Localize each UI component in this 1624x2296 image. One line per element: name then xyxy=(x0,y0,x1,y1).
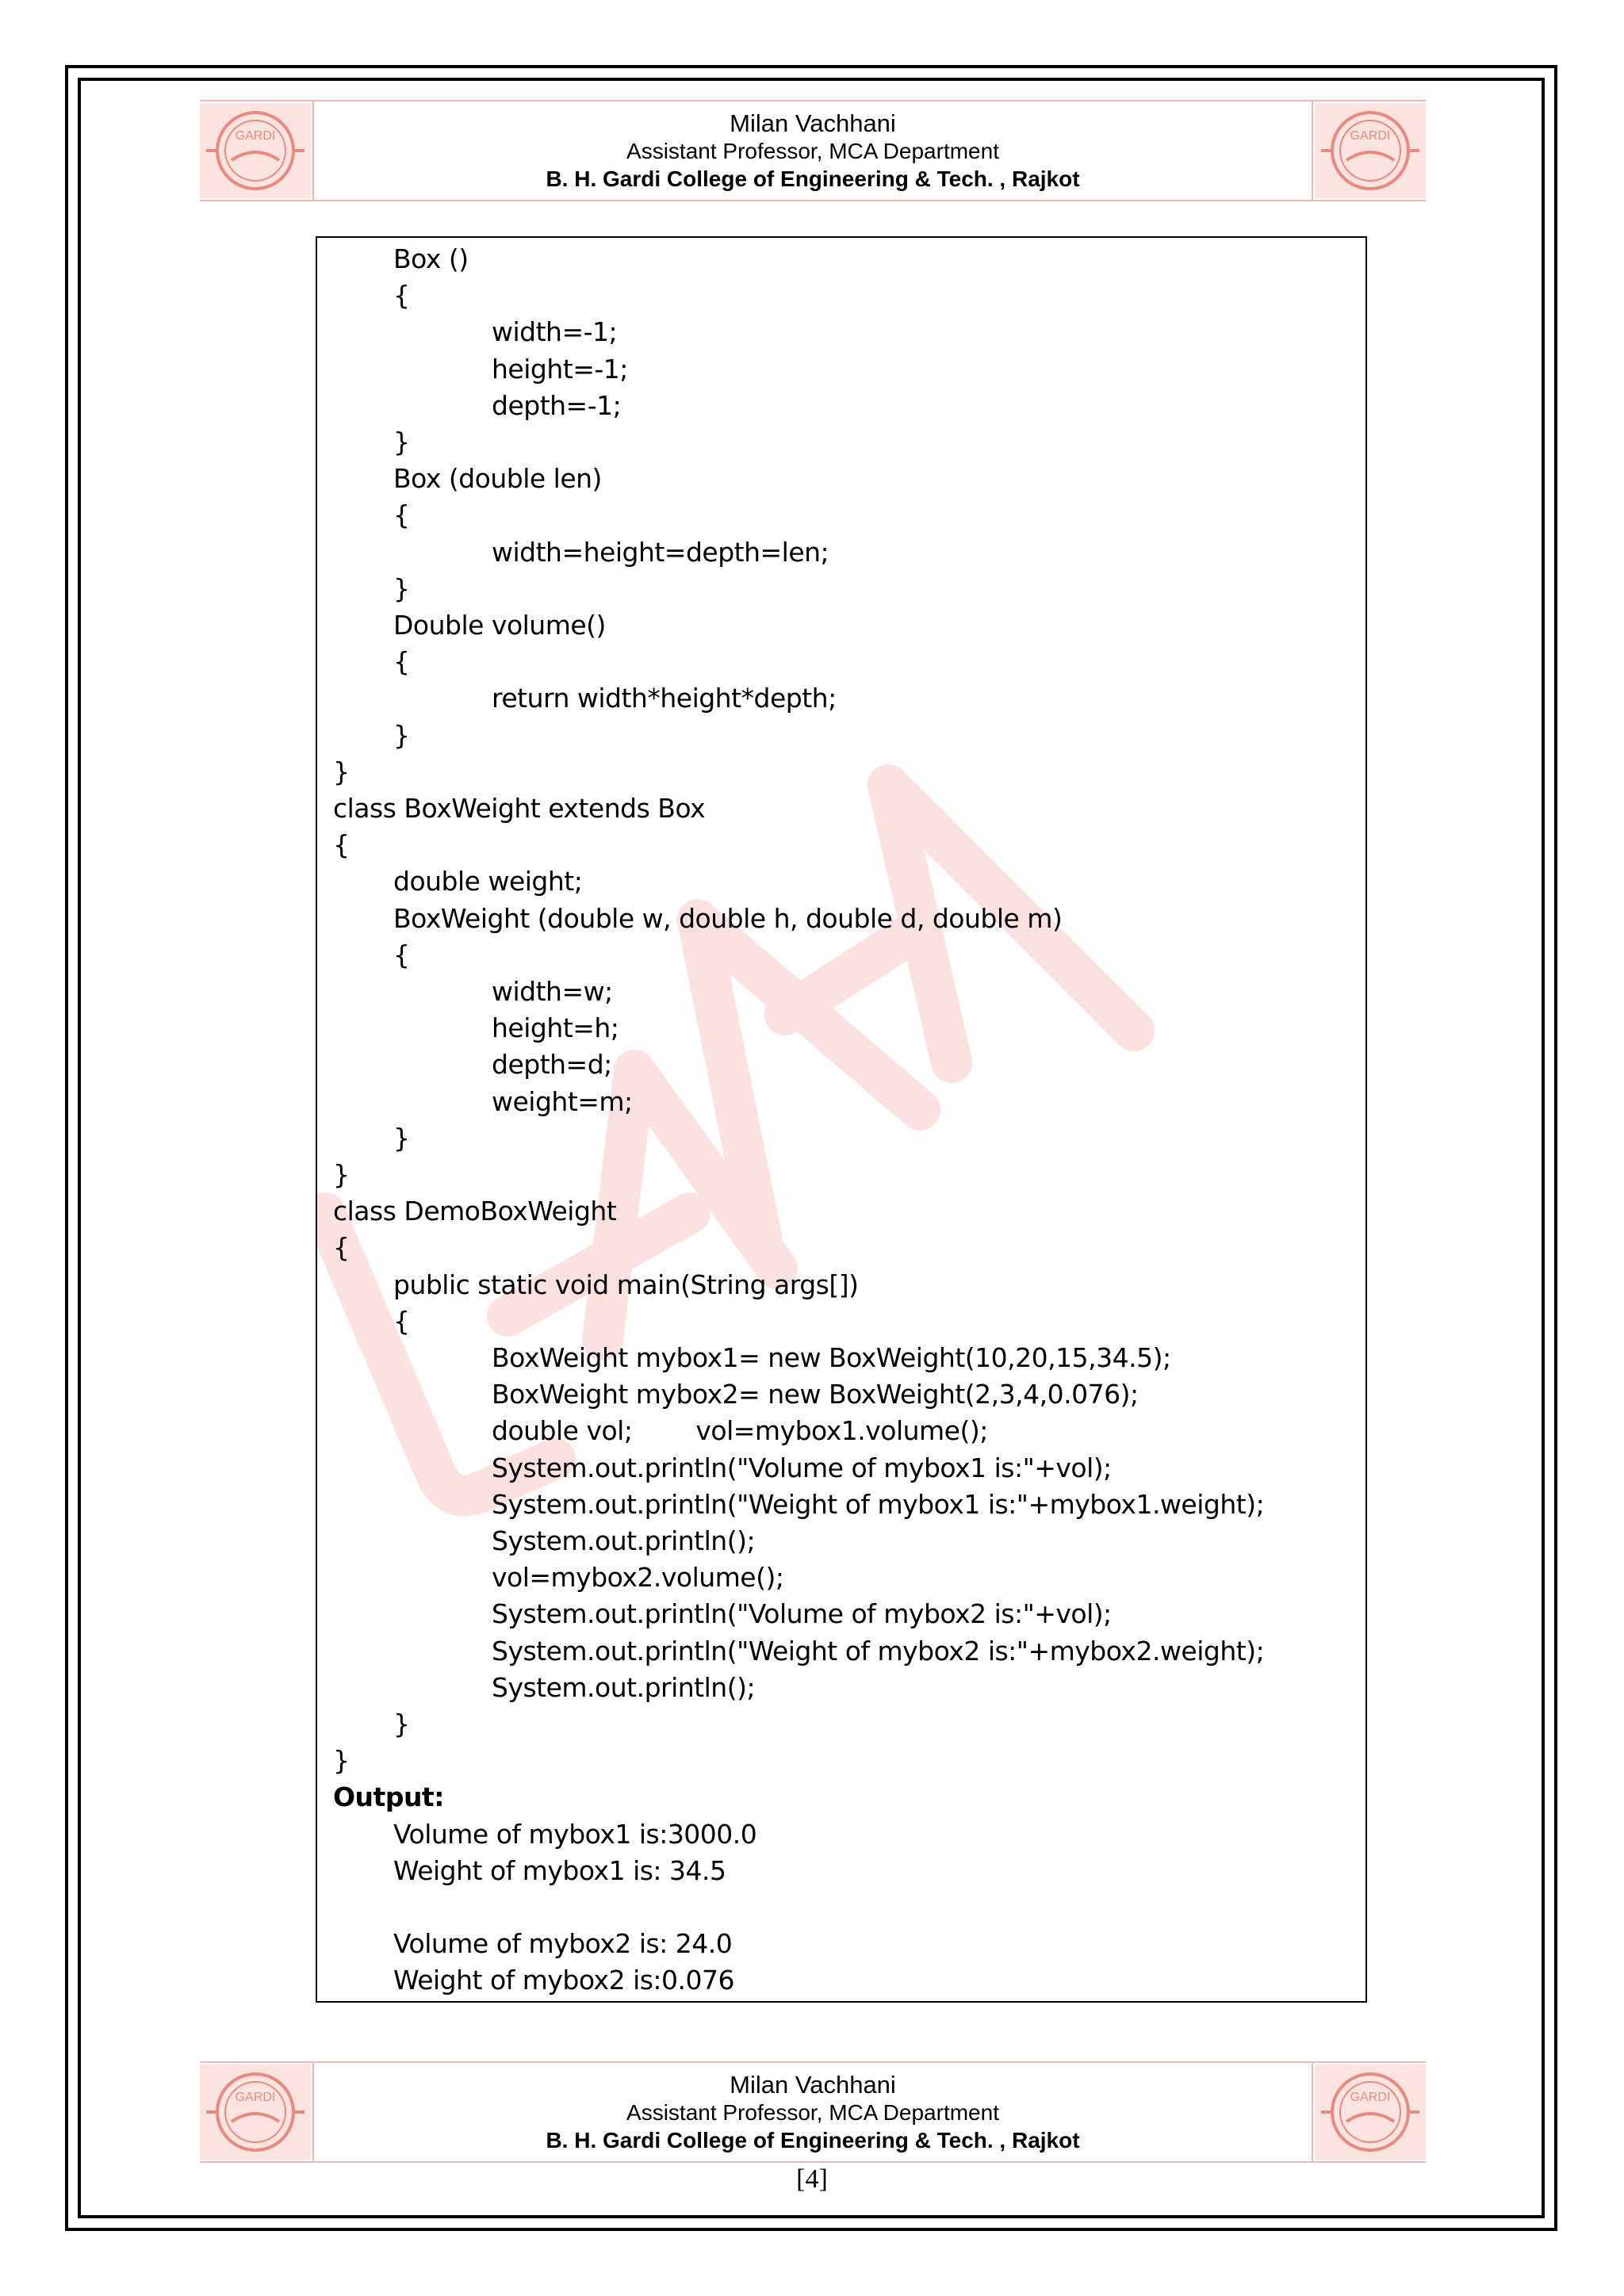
code-line: double weight; xyxy=(393,866,583,897)
page-footer xyxy=(200,2061,1426,2163)
code-line: return width*height*depth; xyxy=(492,683,837,714)
gardi-logo-icon xyxy=(200,2064,311,2160)
code-line: } xyxy=(393,1122,410,1154)
code-line: } xyxy=(333,756,350,787)
code-line: public static void main(String args[]) xyxy=(393,1269,859,1300)
code-listing-box xyxy=(316,236,1367,2003)
footer-author-role: Assistant Professor, MCA Department xyxy=(626,2100,999,2125)
code-line: Double volume() xyxy=(393,610,606,641)
code-line: depth=d; xyxy=(492,1049,612,1081)
code-line: BoxWeight mybox1= new BoxWeight(10,20,15,34.5); xyxy=(492,1342,1171,1373)
code-line: System.out.println("Volume of mybox2 is:"+vol); xyxy=(492,1598,1112,1630)
code-line: width=height=depth=len; xyxy=(492,536,829,568)
code-line: BoxWeight (double w, double h, double d, double m) xyxy=(393,902,1063,934)
code-line: Box () xyxy=(393,243,469,274)
code-line: height=-1; xyxy=(492,353,628,385)
output-heading: Output: xyxy=(333,1781,444,1813)
code-line: System.out.println(); xyxy=(492,1671,756,1703)
code-line: width=-1; xyxy=(492,316,618,348)
code-line: class DemoBoxWeight xyxy=(333,1196,617,1227)
code-line: System.out.println("Weight of mybox2 is:"+mybox2.weight); xyxy=(492,1635,1265,1667)
code-line: Volume of mybox1 is:3000.0 xyxy=(393,1818,757,1850)
code-line: System.out.println("Weight of mybox1 is:"+mybox1.weight); xyxy=(492,1488,1265,1520)
code-line: Volume of mybox2 is: 24.0 xyxy=(393,1928,733,1960)
gardi-logo-icon xyxy=(1315,103,1426,198)
code-line: depth=-1; xyxy=(492,389,622,421)
code-line: width=w; xyxy=(492,976,613,1007)
code-line: { xyxy=(393,280,410,312)
code-lines xyxy=(317,238,1365,2001)
code-line: { xyxy=(333,829,350,861)
header-author-role: Assistant Professor, MCA Department xyxy=(626,139,999,163)
svg-text:GARDI: GARDI xyxy=(1350,2091,1391,2104)
footer-author-name: Milan Vachhani xyxy=(730,2071,896,2099)
page-header xyxy=(200,100,1426,201)
code-line: } xyxy=(333,1159,350,1190)
footer-text-block xyxy=(312,2063,1313,2161)
header-college-name: B. H. Gardi College of Engineering & Tech. , Rajkot xyxy=(546,166,1080,191)
code-line: } xyxy=(393,719,410,751)
code-line: { xyxy=(333,1232,350,1264)
code-line: { xyxy=(393,939,410,970)
code-line: BoxWeight mybox2= new BoxWeight(2,3,4,0.076); xyxy=(492,1379,1139,1410)
svg-text:GARDI: GARDI xyxy=(1350,129,1391,143)
header-author-name: Milan Vachhani xyxy=(730,109,896,137)
code-line: Box (double len) xyxy=(393,463,602,495)
gardi-logo-icon xyxy=(1315,2064,1426,2160)
code-line: System.out.println("Volume of mybox1 is:"+vol); xyxy=(492,1452,1112,1483)
footer-college-name: B. H. Gardi College of Engineering & Tech. , Rajkot xyxy=(546,2128,1080,2152)
code-line: } xyxy=(393,572,410,604)
code-line: height=h; xyxy=(492,1012,619,1044)
code-line: } xyxy=(393,1709,410,1739)
svg-text:GARDI: GARDI xyxy=(235,129,276,143)
code-line: class BoxWeight extends Box xyxy=(333,793,706,824)
code-line: } xyxy=(393,427,410,457)
code-line: System.out.println(); xyxy=(492,1525,756,1556)
code-line: weight=m; xyxy=(492,1085,633,1117)
code-line: vol=mybox2.volume(); xyxy=(492,1562,784,1594)
gardi-logo-icon xyxy=(200,103,311,198)
code-line: Weight of mybox2 is:0.076 xyxy=(393,1965,735,1996)
code-line: Weight of mybox1 is: 34.5 xyxy=(393,1854,726,1886)
svg-text:GARDI: GARDI xyxy=(235,2091,276,2104)
code-line: } xyxy=(333,1745,350,1777)
code-line: { xyxy=(393,499,410,531)
header-text-block xyxy=(312,101,1313,200)
code-line: double vol; vol=mybox1.volume(); xyxy=(492,1415,988,1447)
code-line: { xyxy=(393,646,410,678)
page-number: [4] xyxy=(796,2164,828,2194)
code-line: { xyxy=(393,1305,410,1337)
